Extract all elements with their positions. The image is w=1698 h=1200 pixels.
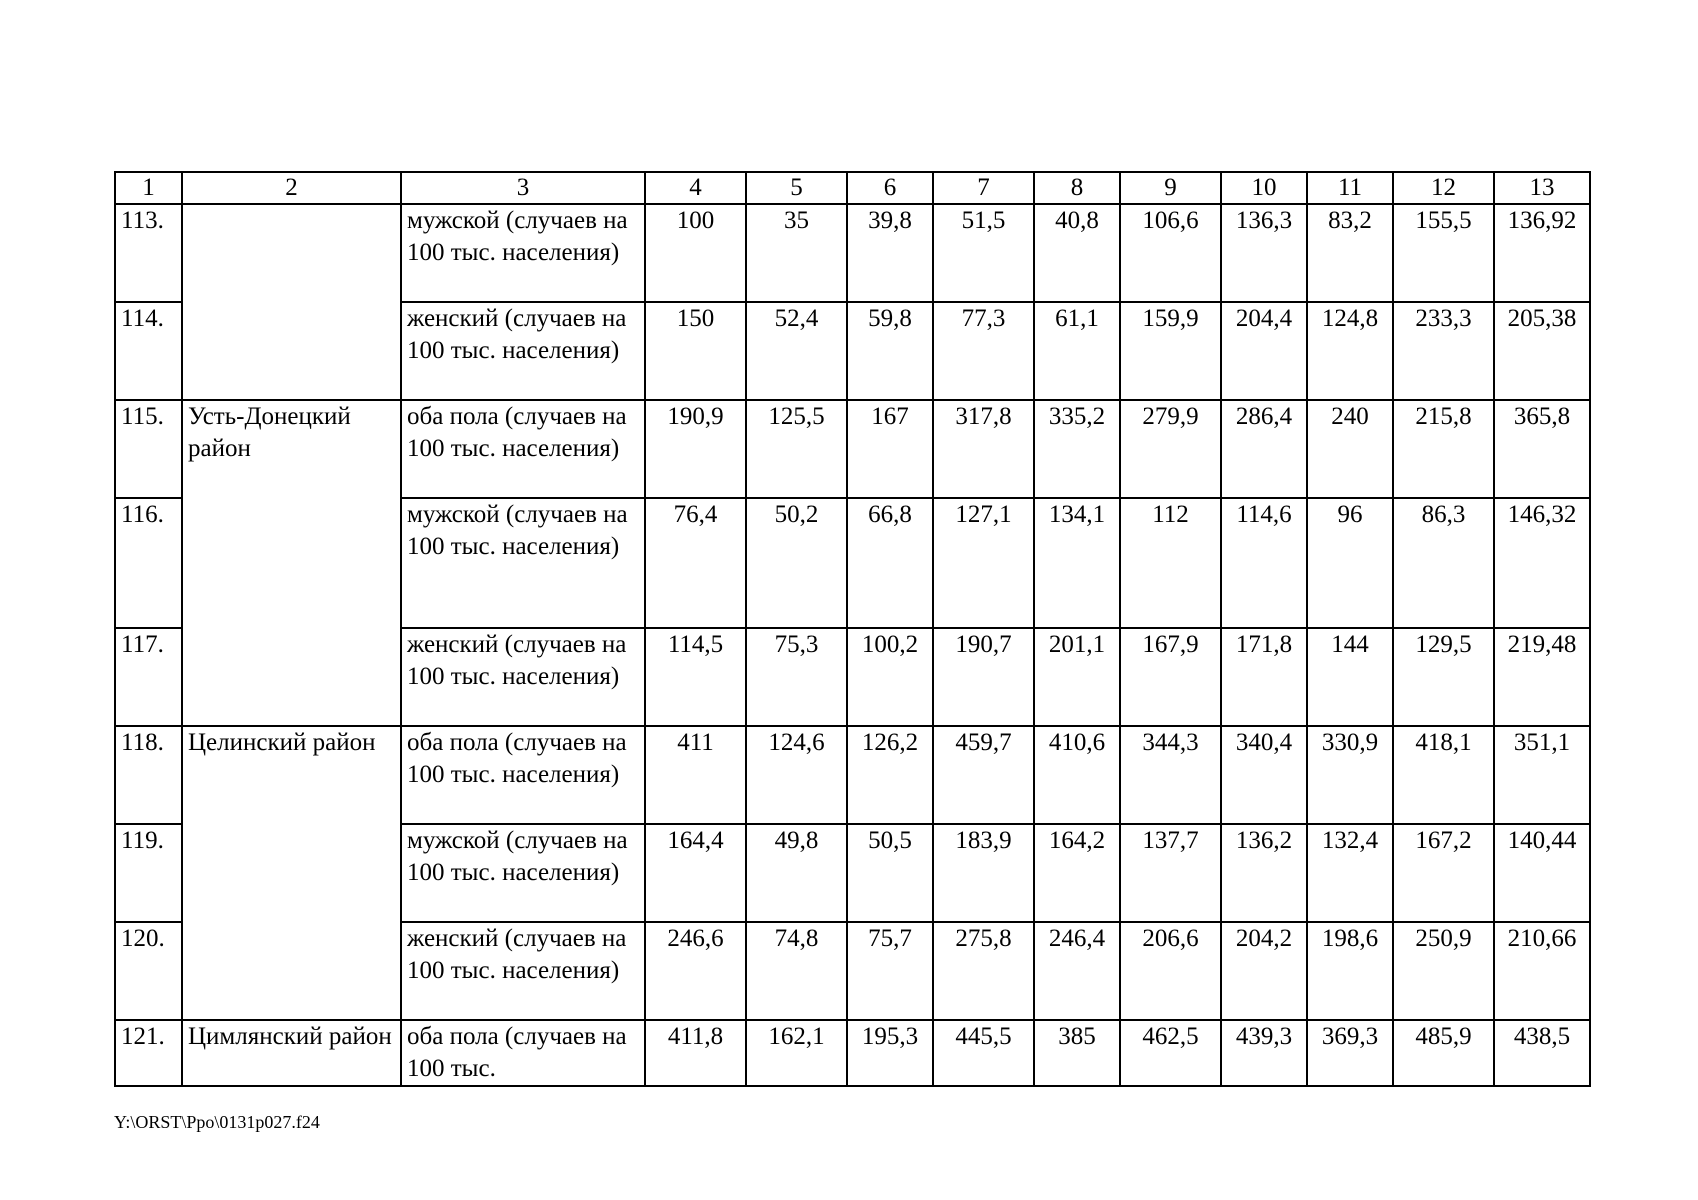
- category-cell: женский (случаев на 100 тыс. населения): [401, 302, 645, 400]
- value-cell: 204,2: [1221, 922, 1307, 1020]
- header-row: [115, 172, 1590, 204]
- value-cell: 418,1: [1393, 726, 1494, 824]
- value-cell: 126,2: [847, 726, 933, 824]
- value-cell: 100,2: [847, 628, 933, 726]
- value-cell: 330,9: [1307, 726, 1393, 824]
- value-cell: 35: [746, 204, 847, 302]
- header-cell: 10: [1221, 172, 1307, 204]
- value-cell: 137,7: [1120, 824, 1221, 922]
- value-cell: 317,8: [933, 400, 1034, 498]
- value-cell: 146,32: [1494, 498, 1590, 628]
- value-cell: 410,6: [1034, 726, 1120, 824]
- category-cell: мужской (случаев на 100 тыс. населения): [401, 824, 645, 922]
- district-cell: [182, 204, 401, 400]
- value-cell: 112: [1120, 498, 1221, 628]
- header-cell: 8: [1034, 172, 1120, 204]
- header-cell: 12: [1393, 172, 1494, 204]
- value-cell: 106,6: [1120, 204, 1221, 302]
- value-cell: 167,2: [1393, 824, 1494, 922]
- value-cell: 134,1: [1034, 498, 1120, 628]
- value-cell: 86,3: [1393, 498, 1494, 628]
- value-cell: 411,8: [645, 1020, 746, 1086]
- row-index: 117.: [115, 628, 182, 726]
- header-cell: 2: [182, 172, 401, 204]
- value-cell: 52,4: [746, 302, 847, 400]
- category-cell: женский (случаев на 100 тыс. населения): [401, 922, 645, 1020]
- district-cell: Целинский район: [182, 726, 401, 1020]
- value-cell: 127,1: [933, 498, 1034, 628]
- value-cell: 369,3: [1307, 1020, 1393, 1086]
- value-cell: 136,3: [1221, 204, 1307, 302]
- value-cell: 344,3: [1120, 726, 1221, 824]
- header-cell: 3: [401, 172, 645, 204]
- table-row: [115, 726, 1590, 824]
- value-cell: 246,6: [645, 922, 746, 1020]
- header-cell: 7: [933, 172, 1034, 204]
- value-cell: 462,5: [1120, 1020, 1221, 1086]
- value-cell: 195,3: [847, 1020, 933, 1086]
- value-cell: 59,8: [847, 302, 933, 400]
- value-cell: 164,4: [645, 824, 746, 922]
- file-path-footer: Y:\ORST\Ppo\0131p027.f24: [114, 1112, 320, 1132]
- value-cell: 49,8: [746, 824, 847, 922]
- data-table: [114, 171, 1591, 1087]
- value-cell: 150: [645, 302, 746, 400]
- category-cell: оба пола (случаев на 100 тыс.: [401, 1020, 645, 1086]
- value-cell: 210,66: [1494, 922, 1590, 1020]
- value-cell: 365,8: [1494, 400, 1590, 498]
- value-cell: 279,9: [1120, 400, 1221, 498]
- value-cell: 159,9: [1120, 302, 1221, 400]
- value-cell: 75,7: [847, 922, 933, 1020]
- value-cell: 340,4: [1221, 726, 1307, 824]
- value-cell: 171,8: [1221, 628, 1307, 726]
- value-cell: 411: [645, 726, 746, 824]
- value-cell: 164,2: [1034, 824, 1120, 922]
- value-cell: 50,2: [746, 498, 847, 628]
- value-cell: 246,4: [1034, 922, 1120, 1020]
- value-cell: 76,4: [645, 498, 746, 628]
- category-cell: оба пола (случаев на 100 тыс. населения): [401, 400, 645, 498]
- value-cell: 167,9: [1120, 628, 1221, 726]
- value-cell: 286,4: [1221, 400, 1307, 498]
- value-cell: 445,5: [933, 1020, 1034, 1086]
- value-cell: 40,8: [1034, 204, 1120, 302]
- value-cell: 61,1: [1034, 302, 1120, 400]
- header-cell: 9: [1120, 172, 1221, 204]
- value-cell: 162,1: [746, 1020, 847, 1086]
- value-cell: 144: [1307, 628, 1393, 726]
- value-cell: 125,5: [746, 400, 847, 498]
- value-cell: 198,6: [1307, 922, 1393, 1020]
- category-cell: мужской (случаев на 100 тыс. населения): [401, 498, 645, 628]
- value-cell: 190,7: [933, 628, 1034, 726]
- value-cell: 240: [1307, 400, 1393, 498]
- table-row: [115, 400, 1590, 498]
- value-cell: 77,3: [933, 302, 1034, 400]
- value-cell: 132,4: [1307, 824, 1393, 922]
- value-cell: 485,9: [1393, 1020, 1494, 1086]
- value-cell: 74,8: [746, 922, 847, 1020]
- value-cell: 206,6: [1120, 922, 1221, 1020]
- district-cell: Цимлянский район: [182, 1020, 401, 1086]
- value-cell: 83,2: [1307, 204, 1393, 302]
- value-cell: 129,5: [1393, 628, 1494, 726]
- value-cell: 205,38: [1494, 302, 1590, 400]
- table-row: [115, 1020, 1590, 1086]
- value-cell: 100: [645, 204, 746, 302]
- row-index: 115.: [115, 400, 182, 498]
- row-index: 113.: [115, 204, 182, 302]
- header-cell: 5: [746, 172, 847, 204]
- value-cell: 155,5: [1393, 204, 1494, 302]
- value-cell: 50,5: [847, 824, 933, 922]
- table-row: [115, 204, 1590, 302]
- value-cell: 96: [1307, 498, 1393, 628]
- category-cell: мужской (случаев на 100 тыс. населения): [401, 204, 645, 302]
- row-index: 119.: [115, 824, 182, 922]
- value-cell: 51,5: [933, 204, 1034, 302]
- row-index: 114.: [115, 302, 182, 400]
- header-cell: 6: [847, 172, 933, 204]
- value-cell: 233,3: [1393, 302, 1494, 400]
- district-cell: Усть-Донецкий район: [182, 400, 401, 726]
- value-cell: 140,44: [1494, 824, 1590, 922]
- value-cell: 351,1: [1494, 726, 1590, 824]
- value-cell: 201,1: [1034, 628, 1120, 726]
- value-cell: 124,6: [746, 726, 847, 824]
- value-cell: 215,8: [1393, 400, 1494, 498]
- value-cell: 438,5: [1494, 1020, 1590, 1086]
- header-cell: 13: [1494, 172, 1590, 204]
- header-cell: 1: [115, 172, 182, 204]
- value-cell: 204,4: [1221, 302, 1307, 400]
- value-cell: 459,7: [933, 726, 1034, 824]
- value-cell: 190,9: [645, 400, 746, 498]
- row-index: 120.: [115, 922, 182, 1020]
- value-cell: 275,8: [933, 922, 1034, 1020]
- value-cell: 114,5: [645, 628, 746, 726]
- category-cell: женский (случаев на 100 тыс. населения): [401, 628, 645, 726]
- value-cell: 136,92: [1494, 204, 1590, 302]
- header-cell: 11: [1307, 172, 1393, 204]
- value-cell: 439,3: [1221, 1020, 1307, 1086]
- value-cell: 136,2: [1221, 824, 1307, 922]
- value-cell: 39,8: [847, 204, 933, 302]
- value-cell: 219,48: [1494, 628, 1590, 726]
- row-index: 121.: [115, 1020, 182, 1086]
- value-cell: 183,9: [933, 824, 1034, 922]
- value-cell: 124,8: [1307, 302, 1393, 400]
- header-cell: 4: [645, 172, 746, 204]
- value-cell: 335,2: [1034, 400, 1120, 498]
- value-cell: 167: [847, 400, 933, 498]
- value-cell: 66,8: [847, 498, 933, 628]
- row-index: 116.: [115, 498, 182, 628]
- value-cell: 385: [1034, 1020, 1120, 1086]
- value-cell: 250,9: [1393, 922, 1494, 1020]
- row-index: 118.: [115, 726, 182, 824]
- value-cell: 114,6: [1221, 498, 1307, 628]
- value-cell: 75,3: [746, 628, 847, 726]
- category-cell: оба пола (случаев на 100 тыс. населения): [401, 726, 645, 824]
